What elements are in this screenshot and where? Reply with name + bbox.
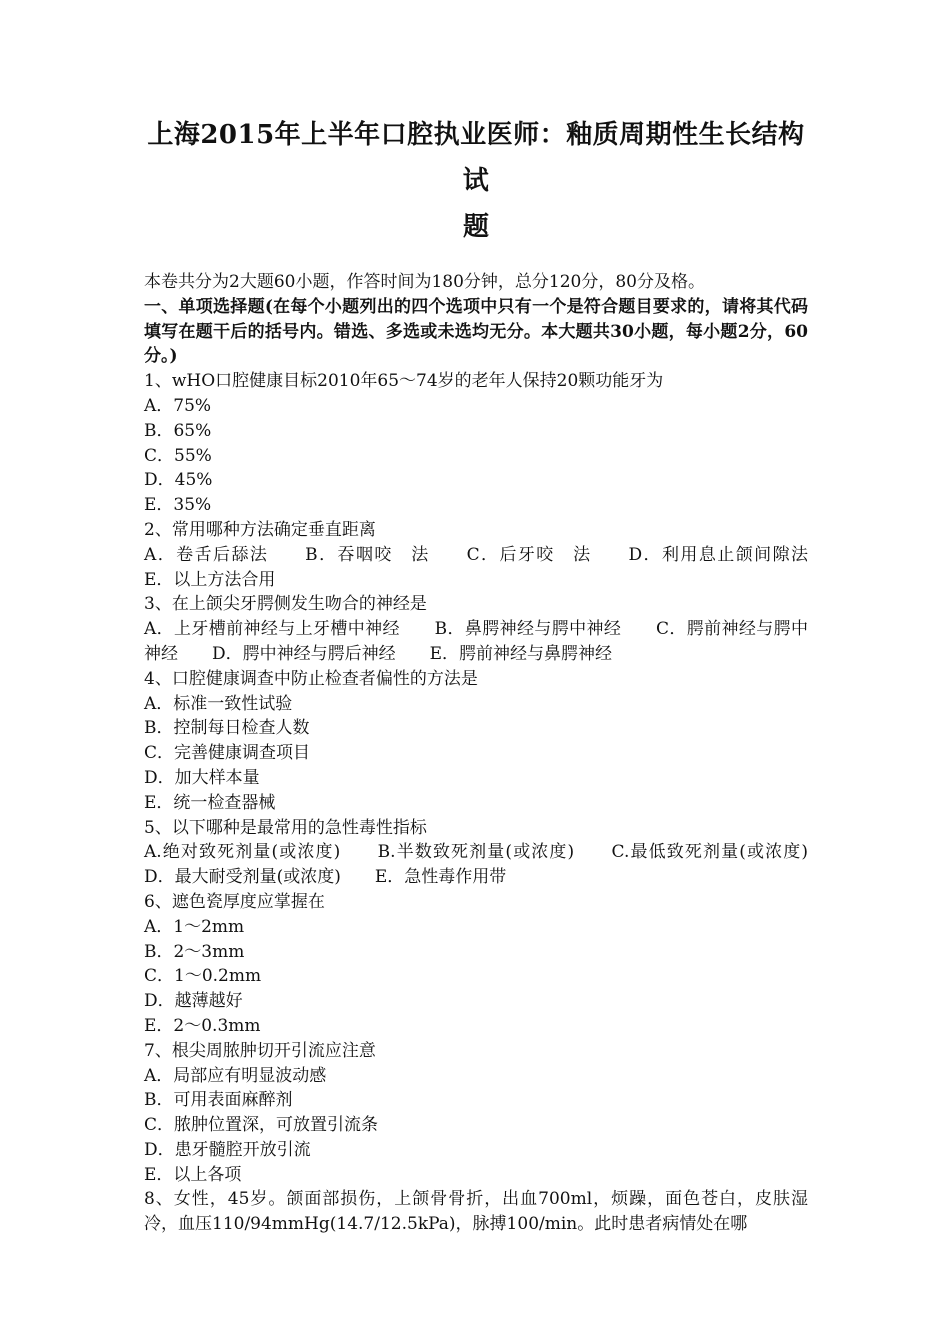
question-1-option-d: D．45%	[144, 470, 213, 491]
question-7-option-b: B．可用表面麻醉剂	[144, 1090, 293, 1111]
exam-intro: 本卷共分为2大题60小题，作答时间为180分钟，总分120分，80分及格。	[144, 272, 705, 292]
question-1-stem: 1、wHO口腔健康目标2010年65～74岁的老年人保持20颗功能牙为	[144, 371, 664, 392]
question-6-option-d: D．越薄越好	[144, 991, 243, 1012]
question-6-option-c: C．1～0.2mm	[144, 966, 262, 987]
question-3-options: A．上牙槽前神经与上牙槽中神经 B．鼻腭神经与腭中神经 C．腭前神经与腭中神经 D．腭中神经与腭后神经 E．腭前神经与鼻腭神经	[144, 619, 808, 664]
question-4-option-b: B．控制每日检查人数	[144, 718, 310, 739]
question-6-stem: 6、遮色瓷厚度应掌握在	[144, 891, 325, 912]
document-body	[144, 270, 842, 1237]
question-4-stem: 4、口腔健康调查中防止检查者偏性的方法是	[144, 668, 478, 689]
question-7-option-d: D．患牙髓腔开放引流	[144, 1139, 311, 1160]
question-1-option-a: A．75%	[144, 395, 212, 416]
section-heading: 一、单项选择题(在每个小题列出的四个选项中只有一个是符合题目要求的，请将其代码填写在题干后的括号内。错选、多选或未选均无分。本大题共30小题，每小题2分，60分。)	[144, 296, 808, 367]
question-4-option-e: E．统一检查器械	[144, 792, 276, 813]
question-2-stem: 2、常用哪种方法确定垂直距离	[144, 519, 376, 540]
question-3-stem: 3、在上颌尖牙腭侧发生吻合的神经是	[144, 594, 427, 615]
question-7-option-a: A．局部应有明显波动感	[144, 1065, 327, 1086]
question-5-stem: 5、以下哪种是最常用的急性毒性指标	[144, 817, 427, 838]
question-7-stem: 7、根尖周脓肿切开引流应注意	[144, 1040, 376, 1061]
question-4-option-d: D．加大样本量	[144, 767, 260, 788]
question-5-options: A.绝对致死剂量(或浓度) B.半数致死剂量(或浓度) C.最低致死剂量(或浓度) D．最大耐受剂量(或浓度) E．急性毒作用带	[144, 842, 842, 888]
question-4-option-a: A．标准一致性试验	[144, 693, 293, 714]
document-title: 上海2015年上半年口腔执业医师：釉质周期性生长结构试	[147, 120, 805, 196]
question-6-option-e: E．2～0.3mm	[144, 1015, 261, 1036]
question-6-option-a: A．1～2mm	[144, 916, 245, 937]
question-1-option-b: B．65%	[144, 420, 212, 441]
question-6-option-b: B．2～3mm	[144, 941, 245, 962]
document-title-continuation: 题	[462, 212, 489, 242]
document-page	[144, 112, 842, 1237]
question-7-option-c: C．脓肿位置深，可放置引流条	[144, 1115, 379, 1136]
question-2-options: A．卷舌后舔法 B．吞咽咬 法 C．后牙咬 法 D．利用息止颌间隙法 E．以上方法合用	[144, 544, 842, 590]
question-1-option-c: C．55%	[144, 445, 212, 466]
question-7-option-e: E．以上各项	[144, 1164, 242, 1185]
question-8-stem: 8、女性，45岁。颌面部损伤，上颌骨骨折，出血700ml，烦躁，面色苍白，皮肤湿冷，血压110/94mmHg(14.7/12.5kPa)，脉搏100/min。此时患者病情处在哪	[144, 1189, 808, 1235]
question-4-option-c: C．完善健康调查项目	[144, 743, 311, 764]
question-1-option-e: E．35%	[144, 495, 212, 516]
